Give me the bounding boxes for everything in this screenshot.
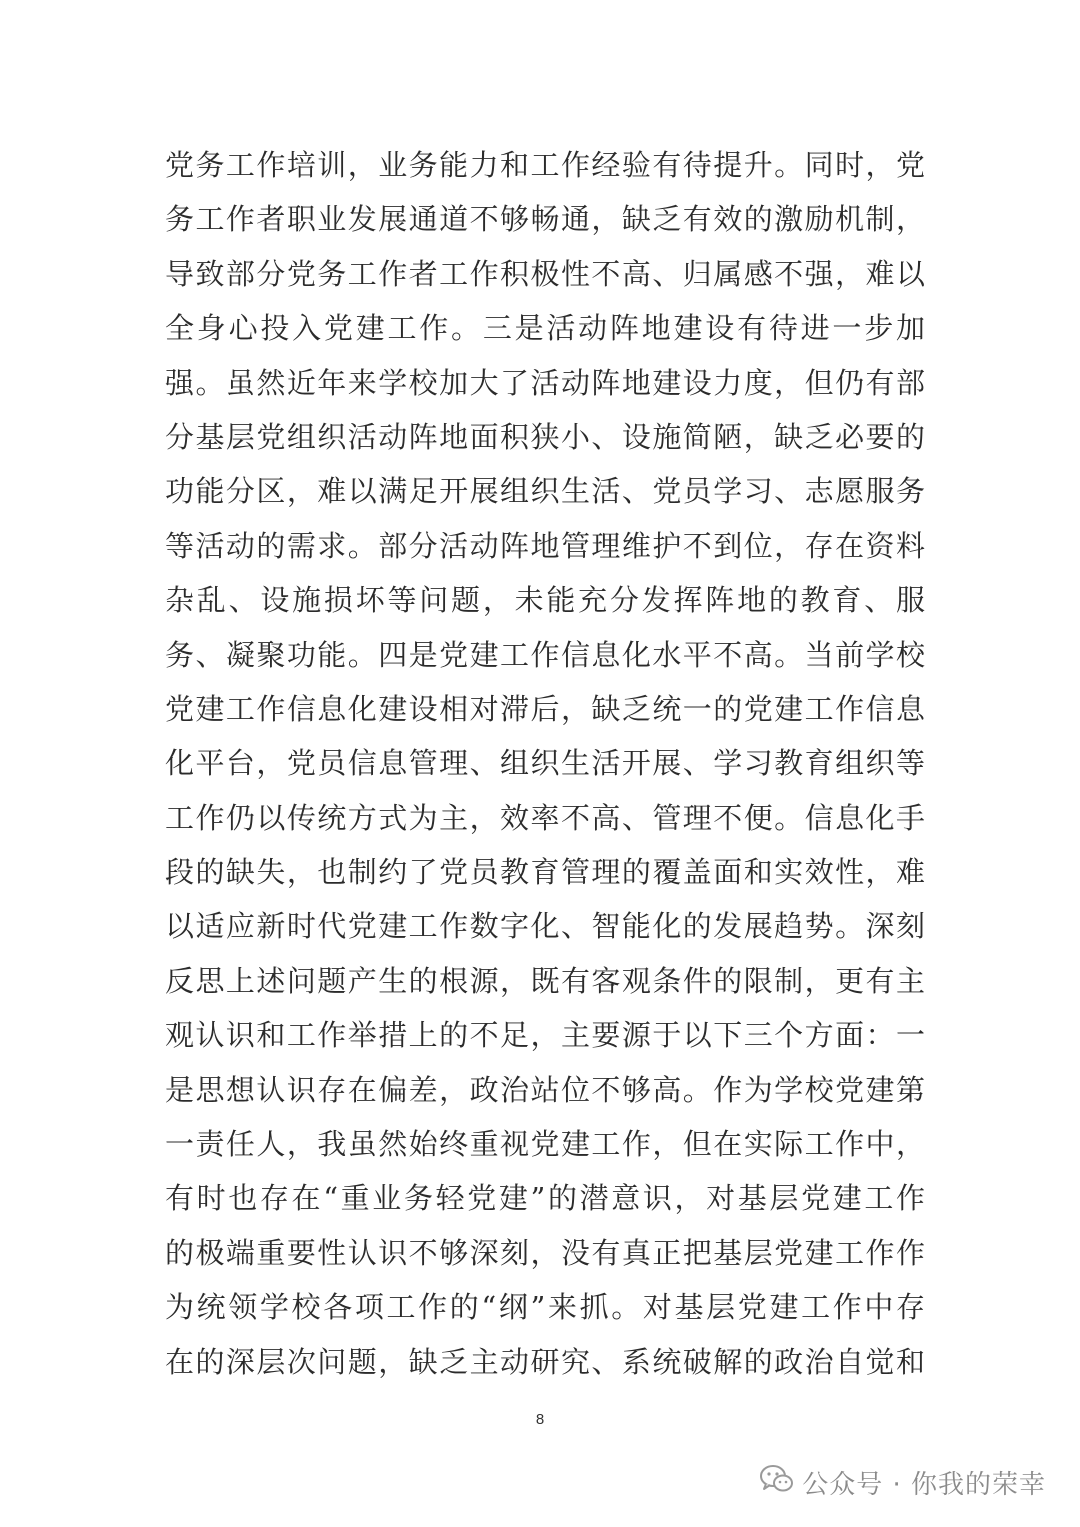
watermark-text: 公众号 · 你我的荣幸 bbox=[802, 1469, 1046, 1500]
text-line: 观认识和工作举措上的不足，主要源于以下三个方面：一 bbox=[165, 1018, 925, 1053]
text-line: 导致部分党务工作者工作积极性不高、归属感不强，难以 bbox=[165, 256, 925, 291]
text-line: 等活动的需求。部分活动阵地管理维护不到位，存在资料 bbox=[165, 528, 925, 563]
text-line: 段的缺失，也制约了党员教育管理的覆盖面和实效性，难 bbox=[165, 855, 925, 890]
text-line: 在的深层次问题，缺乏主动研究、系统破解的政治自觉和 bbox=[165, 1344, 925, 1379]
text-line: 是思想认识存在偏差，政治站位不够高。作为学校党建第 bbox=[165, 1072, 925, 1107]
wechat-icon bbox=[760, 1464, 802, 1501]
text-line: 反思上述问题产生的根源，既有客观条件的限制，更有主 bbox=[165, 963, 925, 998]
text-line: 党建工作信息化建设相对滞后，缺乏统一的党建工作信息 bbox=[165, 691, 925, 726]
text-line: 杂乱、设施损坏等问题，未能充分发挥阵地的教育、服 bbox=[165, 583, 925, 618]
text-line: 党务工作培训，业务能力和工作经验有待提升。同时，党 bbox=[165, 148, 925, 182]
text-line: 以适应新时代党建工作数字化、智能化的发展趋势。深刻 bbox=[165, 909, 925, 944]
text-line: 务、凝聚功能。四是党建工作信息化水平不高。当前学校 bbox=[165, 637, 925, 672]
text-line: 分基层党组织活动阵地面积狭小、设施简陋，缺乏必要的 bbox=[165, 419, 925, 454]
text-line: 的极端重要性认识不够深刻，没有真正把基层党建工作作 bbox=[165, 1235, 925, 1270]
text-line: 为统领学校各项工作的“纲”来抓。对基层党建工作中存 bbox=[165, 1290, 925, 1325]
page-number: 8 bbox=[535, 1411, 545, 1428]
text-line: 有时也存在“重业务轻党建”的潜意识，对基层党建工作 bbox=[165, 1181, 925, 1216]
text-line: 强。虽然近年来学校加大了活动阵地建设力度，但仍有部 bbox=[165, 365, 925, 400]
text-line: 一责任人，我虽然始终重视党建工作，但在实际工作中， bbox=[165, 1127, 925, 1162]
text-line: 化平台，党员信息管理、组织生活开展、学习教育组织等 bbox=[165, 746, 925, 781]
body-text bbox=[165, 138, 925, 1389]
text-line: 全身心投入党建工作。三是活动阵地建设有待进一步加 bbox=[165, 311, 925, 346]
text-line: 务工作者职业发展通道不够畅通，缺乏有效的激励机制， bbox=[165, 202, 925, 237]
text-line: 工作仍以传统方式为主，效率不高、管理不便。信息化手 bbox=[165, 800, 925, 835]
watermark bbox=[760, 1462, 1046, 1502]
text-line: 功能分区，难以满足开展组织生活、党员学习、志愿服务 bbox=[165, 474, 925, 509]
